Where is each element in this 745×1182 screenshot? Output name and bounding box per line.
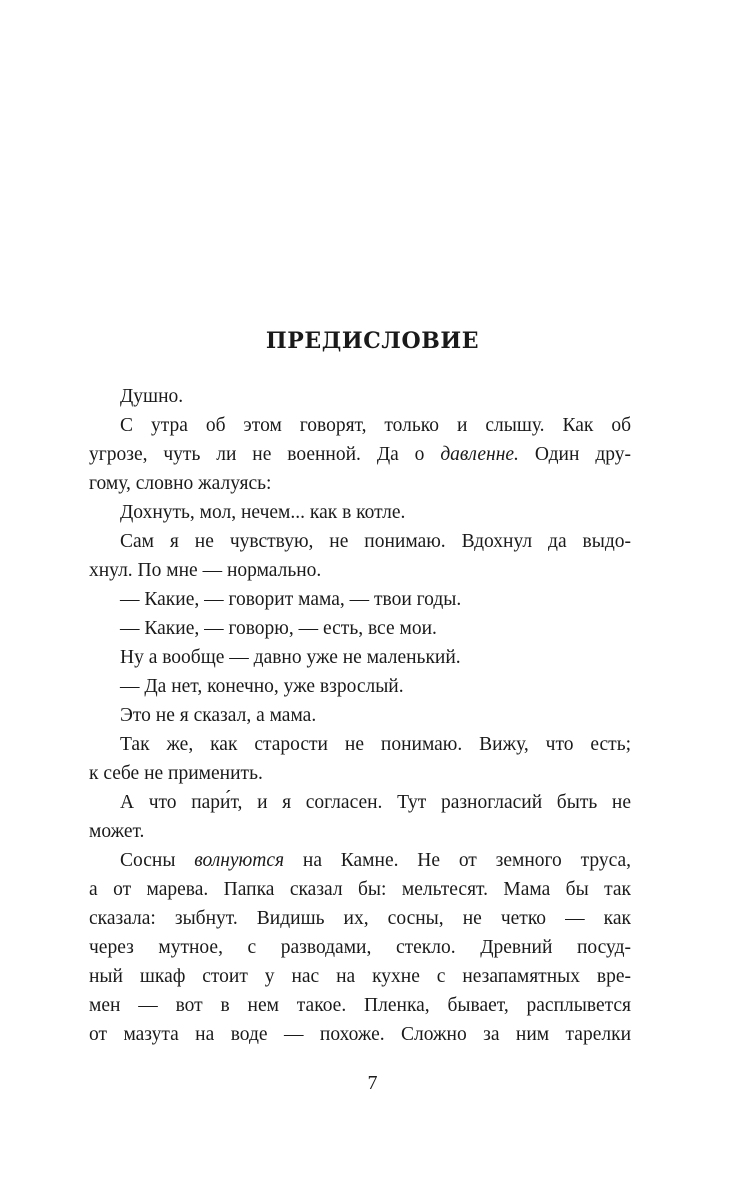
text-segment: ный шкаф стоит у нас на кухне с незапамятных вре- (89, 966, 631, 987)
text-segment: угрозе, чуть ли не военной. Да о (89, 444, 441, 465)
chapter-title: ПРЕДИСЛОВИЕ (265, 328, 480, 354)
text-line (89, 817, 631, 846)
text-line (89, 440, 631, 469)
text-line (89, 962, 631, 991)
text-line (89, 759, 631, 788)
text-line (89, 730, 631, 759)
italic-text: давленне. (440, 444, 519, 465)
text-line (89, 904, 631, 933)
text-segment: — Какие, — говорю, — есть, все мои. (120, 618, 437, 639)
text-segment: Сосны (120, 850, 195, 871)
text-segment: к себе не применить. (89, 763, 263, 784)
text-segment: — Какие, — говорит мама, — твои годы. (120, 589, 462, 610)
text-segment: через мутное, с разводами, стекло. Древний посуд- (89, 937, 631, 958)
text-segment: А что пари́т, и я согласен. Тут разногласий быть не (120, 792, 631, 813)
text-segment: может. (89, 821, 145, 842)
text-line (89, 875, 631, 904)
text-line (89, 527, 631, 556)
text-line (89, 585, 631, 614)
text-segment: Дохнуть, мол, нечем... как в котле. (120, 502, 406, 523)
text-segment: С утра об этом говорят, только и слышу. Как об (120, 415, 631, 436)
text-segment: Один дру- (518, 444, 631, 465)
text-segment: Так же, как старости не понимаю. Вижу, что есть; (120, 734, 631, 755)
text-line (89, 411, 631, 440)
body-text (89, 382, 631, 1049)
text-segment: хнул. По мне — нормально. (89, 560, 322, 581)
text-segment: — Да нет, конечно, уже взрослый. (120, 676, 404, 697)
text-segment: мен — вот в нем такое. Пленка, бывает, расплывется (89, 995, 631, 1016)
italic-text: волнуются (194, 850, 285, 871)
text-line (89, 991, 631, 1020)
text-line (89, 382, 631, 411)
text-segment: сказала: зыбнут. Видишь их, сосны, не четко — как (89, 908, 631, 929)
text-line (89, 498, 631, 527)
text-line (89, 614, 631, 643)
text-line (89, 556, 631, 585)
text-segment: от мазута на воде — похоже. Сложно за ним тарелки (89, 1024, 631, 1045)
text-segment: Ну а вообще — давно уже не маленький. (120, 647, 461, 668)
text-line (89, 788, 631, 817)
text-line (89, 701, 631, 730)
text-line (89, 846, 631, 875)
text-segment: а от марева. Папка сказал бы: мельтесят. Мама бы так (89, 879, 631, 900)
text-segment: Сам я не чувствую, не понимаю. Вдохнул да выдо- (120, 531, 631, 552)
text-segment: Душно. (120, 386, 184, 407)
text-line (89, 643, 631, 672)
text-segment: гому, словно жалуясь: (89, 473, 272, 494)
text-line (89, 469, 631, 498)
text-segment: на Камне. Не от земного труса, (284, 850, 631, 871)
page-number: 7 (367, 1072, 378, 1094)
text-line (89, 1020, 631, 1049)
text-line (89, 672, 631, 701)
text-segment: Это не я сказал, а мама. (120, 705, 317, 726)
text-line (89, 933, 631, 962)
